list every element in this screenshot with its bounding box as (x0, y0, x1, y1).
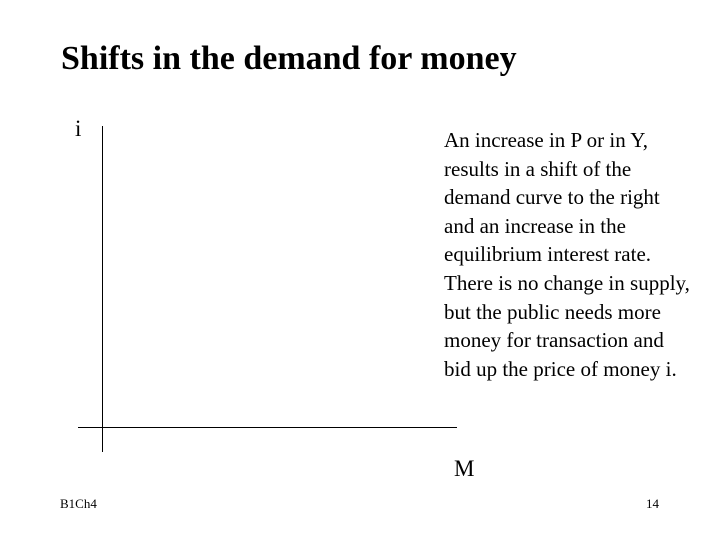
explanation-text: An increase in P or in Y, results in a shift of the demand curve to the right and an increase in the equilibrium interest rate. There is no change in supply, but the public needs more money for transaction and bid up the price of money i. (444, 128, 690, 381)
slide-title: Shifts in the demand for money (61, 40, 517, 77)
y-axis-label: i (75, 116, 82, 141)
footer-chapter-label: B1Ch4 (60, 496, 97, 511)
page-number: 14 (646, 496, 659, 511)
x-axis-label: M (454, 456, 475, 481)
vertical-axis-line (102, 126, 103, 452)
horizontal-axis-line (78, 427, 457, 428)
